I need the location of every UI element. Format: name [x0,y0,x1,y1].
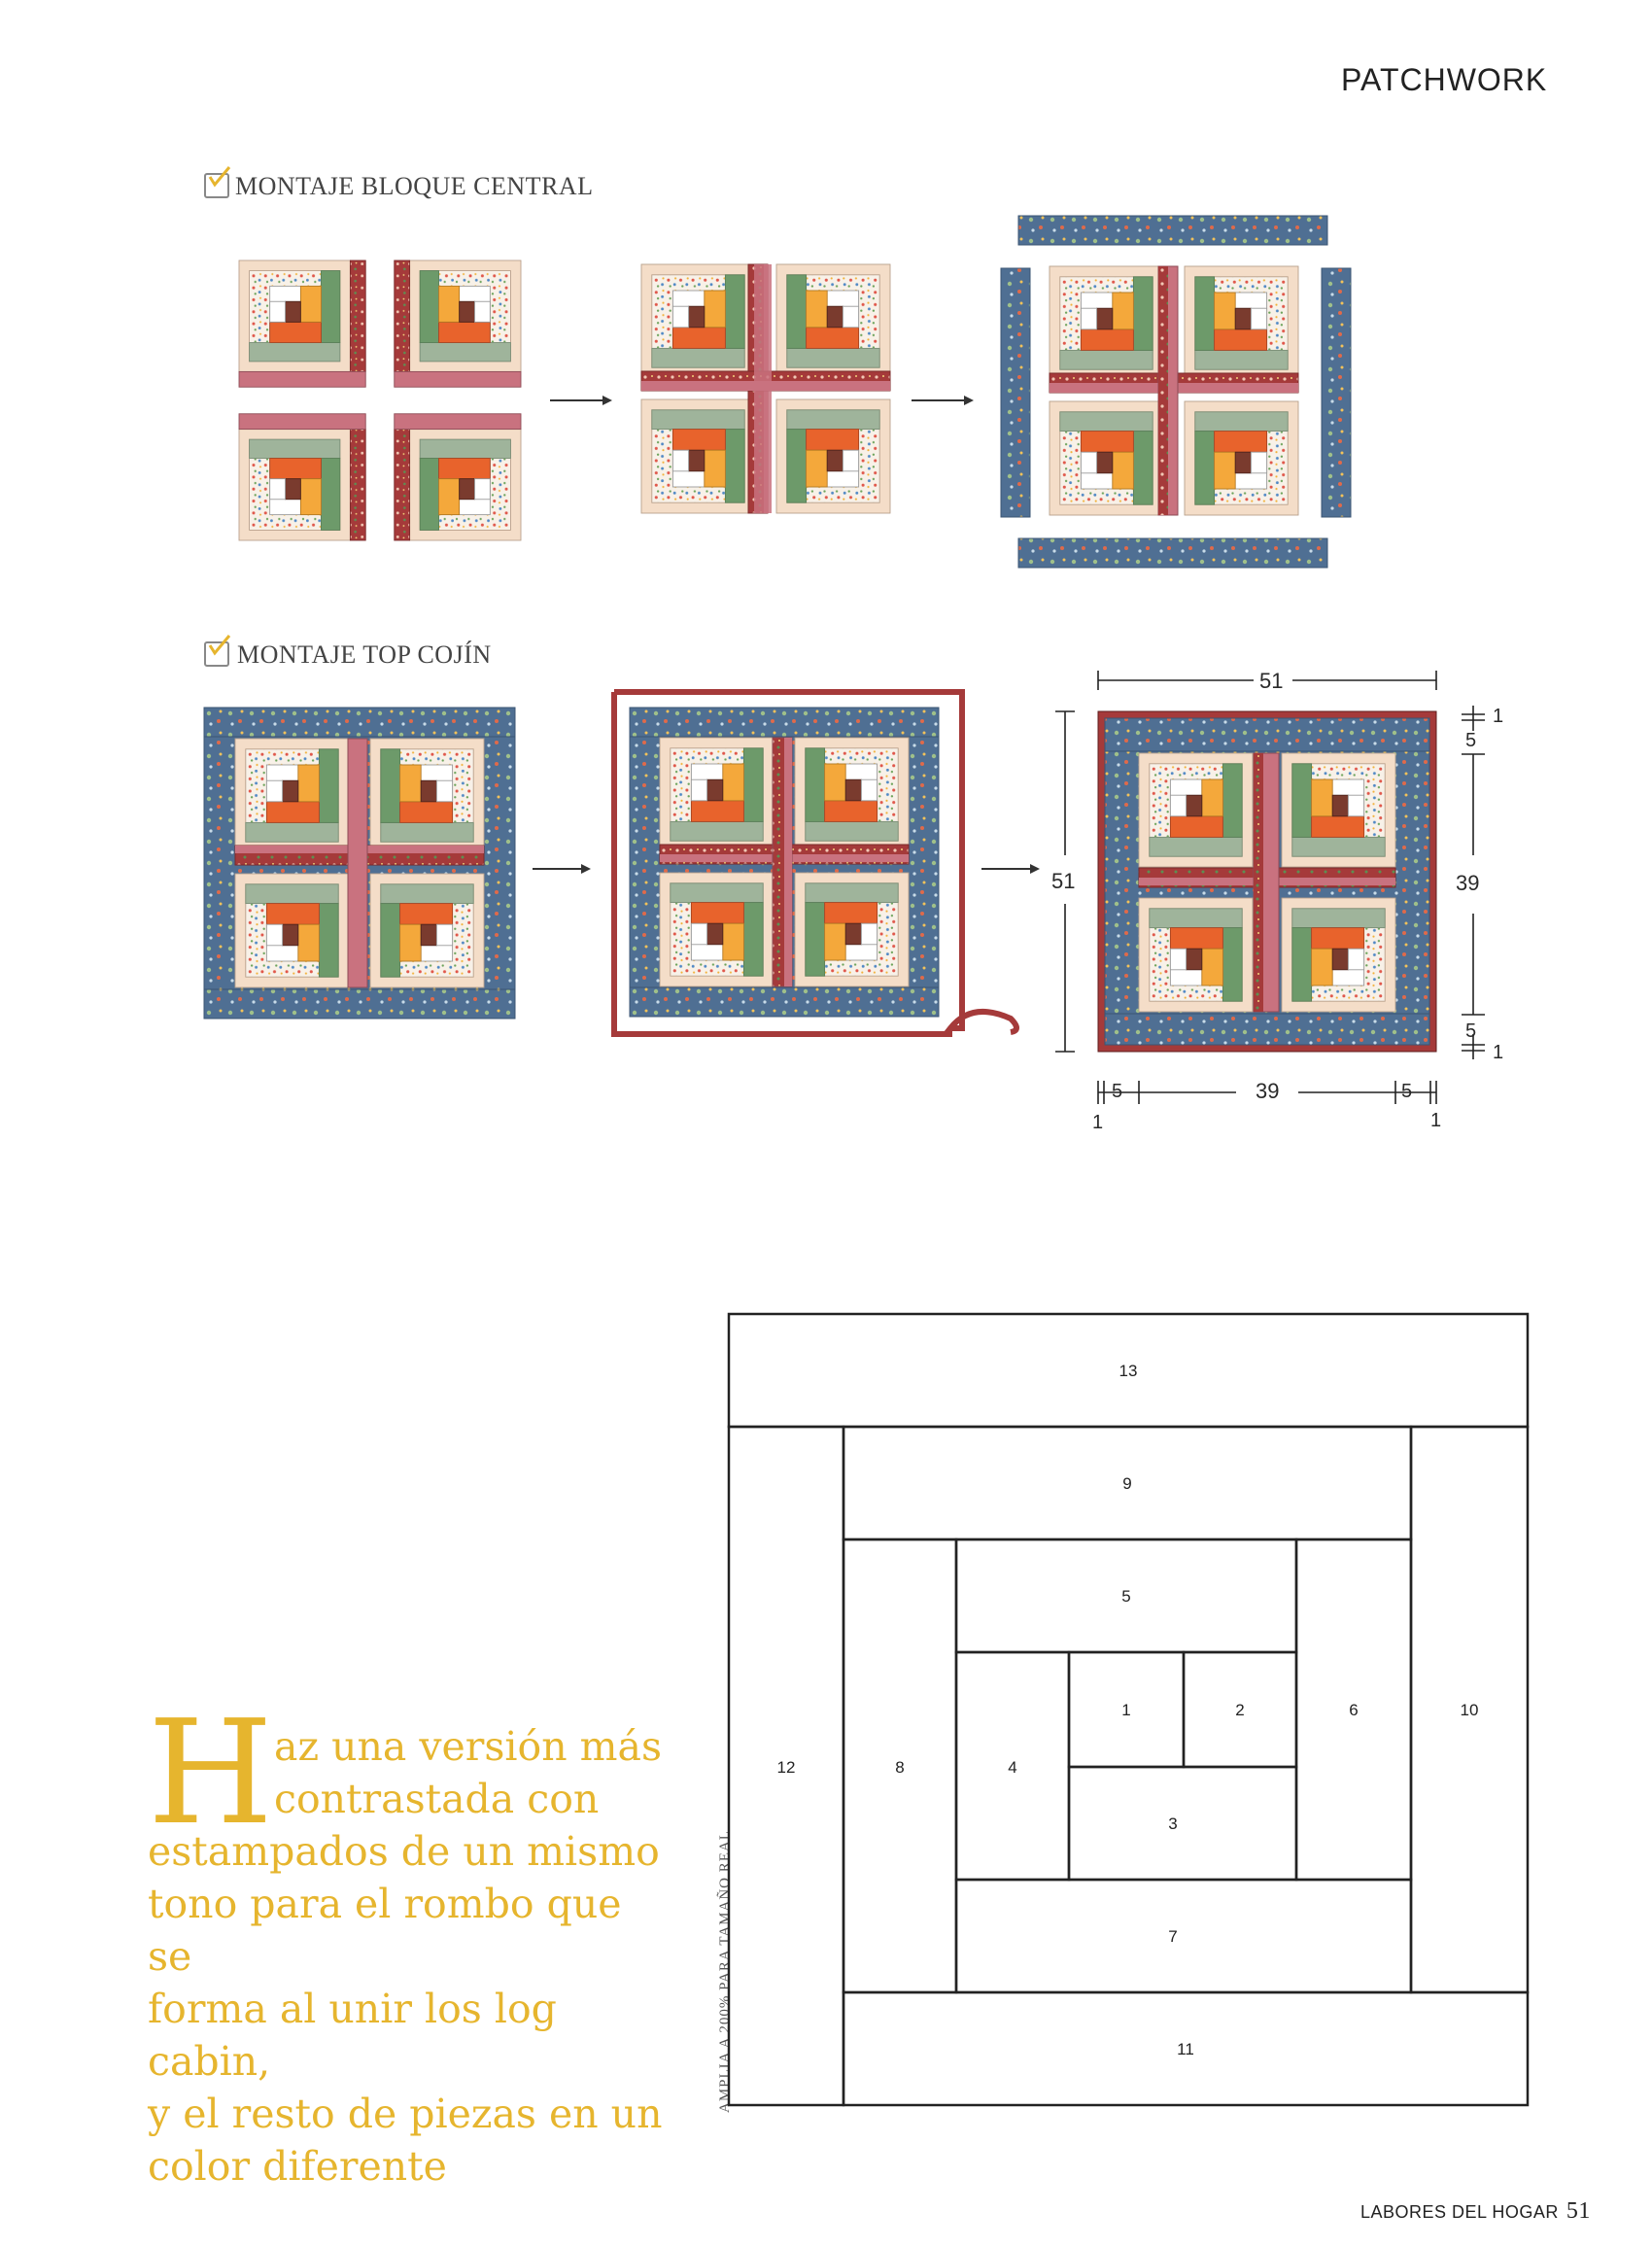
log-cabin-pattern [719,1302,1535,2119]
center-block-with-borders [1001,216,1351,568]
joined-center-block [641,264,890,513]
piece-label-11: 11 [1177,2040,1194,2058]
page-footer [1360,2198,1591,2225]
arrow-icon [912,396,974,405]
piece-label-13: 13 [1119,1362,1138,1380]
piece-label-3: 3 [1168,1815,1178,1833]
dim-total-width: 51 [1259,669,1284,693]
piece-label-6: 6 [1349,1701,1359,1719]
piece-label-4: 4 [1008,1758,1017,1777]
quote-line: color diferente [148,2143,447,2190]
dim-inner-height: 39 [1456,871,1480,895]
piece-label-10: 10 [1460,1701,1479,1719]
arrow-icon [981,864,1040,874]
dim-border-top: 5 [1465,730,1477,751]
unit-bottom-left [239,414,365,540]
dim-border-left: 5 [1112,1081,1123,1102]
quote-line: forma al unir los log cabin, [148,1986,557,2085]
piece-label-1: 1 [1121,1701,1131,1719]
quote-line: tono para el rombo que se [148,1881,622,1980]
section-header: PATCHWORK [1341,62,1548,97]
arrow-icon [550,396,612,405]
dim-inner-width: 39 [1256,1079,1280,1103]
piece-label-2: 2 [1235,1701,1245,1719]
cushion-top-bordered [204,708,515,1019]
enlarge-note: AMPLIA A 200% PARA TAMAÑO REAL [717,1830,733,2113]
central-block-title: MONTAJE BLOQUE CENTRAL [235,172,594,200]
quote-line: az una versión más [274,1723,663,1770]
unit-bottom-right [395,414,521,540]
dim-binding-right: 1 [1430,1110,1442,1131]
piece-label-7: 7 [1168,1927,1178,1946]
dim-total-height: 51 [1051,869,1076,893]
dim-binding-bottom: 1 [1493,1042,1504,1063]
piece-label-5: 5 [1121,1587,1131,1606]
cushion-top-with-binding [614,692,1016,1034]
dim-border-right: 5 [1401,1081,1413,1102]
piece-label-8: 8 [895,1758,905,1777]
arrow-icon [533,864,591,874]
dim-border-bottom: 5 [1465,1020,1477,1042]
unit-top-right [395,260,521,387]
cushion-top-title: MONTAJE TOP COJÍN [237,640,492,669]
page-number: 51 [1566,2198,1591,2224]
unit-top-left [239,260,365,387]
piece-label-9: 9 [1122,1474,1132,1493]
quote-line: y el resto de piezas en un [148,2091,663,2137]
dim-binding-top: 1 [1493,706,1504,727]
finished-cushion [1098,711,1436,1052]
magazine-name: LABORES DEL HOGAR [1360,2202,1559,2222]
drop-cap: H [148,1689,274,1856]
quote-line: estampados de un mismo [148,1828,660,1875]
piece-label-12: 12 [776,1758,796,1777]
pull-quote [148,1689,672,2193]
dim-binding-left: 1 [1092,1112,1104,1133]
quote-line: contrastada con [274,1776,600,1822]
